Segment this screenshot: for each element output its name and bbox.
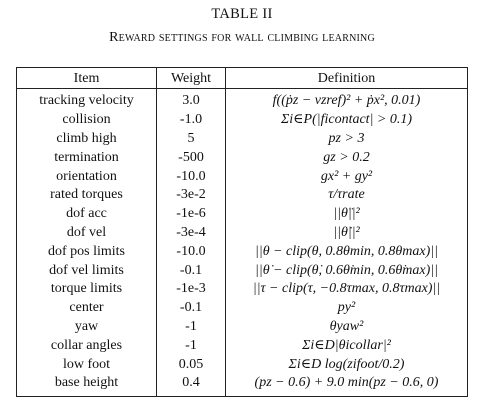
weight-cell: 5 [157,130,226,149]
definition-cell: pz > 3 [226,130,468,149]
definition-cell: ||θ̈||² [226,205,468,224]
definition-cell: τ/τrate [226,186,468,205]
weight-cell: -3e-2 [157,186,226,205]
table-row [17,355,468,374]
table-row [17,148,468,167]
item-cell: torque limits [17,280,157,299]
item-cell: termination [17,148,157,167]
definition-cell: (pz − 0.6) + 9.0 min(pz − 0.6, 0) [226,374,468,396]
table-row [17,130,468,149]
table-row [17,299,468,318]
table-row [17,336,468,355]
weight-cell: -1 [157,318,226,337]
weight-cell: -1e-3 [157,280,226,299]
item-cell: dof acc [17,205,157,224]
definition-cell: ||θ − clip(θ, 0.8θmin, 0.8θmax)|| [226,242,468,261]
weight-cell: -1.0 [157,111,226,130]
definition-cell: Σi∈P(|ficontact| > 0.1) [226,111,468,130]
table-row [17,111,468,130]
item-cell: orientation [17,167,157,186]
table-row [17,374,468,396]
definition-cell: py² [226,299,468,318]
item-cell: collision [17,111,157,130]
definition-cell: θyaw² [226,318,468,337]
weight-cell: -10.0 [157,242,226,261]
weight-cell: -1e-6 [157,205,226,224]
table-row [17,261,468,280]
item-cell: rated torques [17,186,157,205]
weight-cell: -0.1 [157,261,226,280]
item-cell: yaw [17,318,157,337]
definition-cell: ||θ̇ − clip(θ̇, 0.6θ̇min, 0.6θ̇max)|| [226,261,468,280]
item-cell: collar angles [17,336,157,355]
weight-cell: 3.0 [157,89,226,111]
table-row [17,318,468,337]
item-cell: base height [17,374,157,396]
weight-cell: 0.05 [157,355,226,374]
definition-cell: Σi∈D|θicollar|² [226,336,468,355]
definition-cell: ||θ̇||² [226,224,468,243]
definition-cell: gx² + gy² [226,167,468,186]
item-cell: dof pos limits [17,242,157,261]
definition-cell: ||τ − clip(τ, −0.8τmax, 0.8τmax)|| [226,280,468,299]
item-cell: dof vel [17,224,157,243]
weight-cell: -0.1 [157,299,226,318]
column-header-weight: Weight [157,68,226,89]
table-row [17,167,468,186]
table-row [17,224,468,243]
table-row [17,186,468,205]
table-row [17,242,468,261]
item-cell: dof vel limits [17,261,157,280]
table-row [17,89,468,111]
weight-cell: -1 [157,336,226,355]
item-cell: low foot [17,355,157,374]
item-cell: center [17,299,157,318]
table-number: TABLE II [211,6,273,22]
weight-cell: 0.4 [157,374,226,396]
definition-cell: Σi∈D log(zifoot/0.2) [226,355,468,374]
column-header-item: Item [17,68,157,89]
table-caption: Reward settings for wall climbing learning [109,30,375,45]
definition-cell: gz > 0.2 [226,148,468,167]
weight-cell: -10.0 [157,167,226,186]
weight-cell: -3e-4 [157,224,226,243]
item-cell: tracking velocity [17,89,157,111]
column-header-definition: Definition [226,68,468,89]
reward-table [16,67,468,397]
weight-cell: -500 [157,148,226,167]
table-row [17,205,468,224]
definition-cell: f((ṗz − vzref)² + ṗx², 0.01) [226,89,468,111]
table-row [17,280,468,299]
header-row [17,68,468,89]
item-cell: climb high [17,130,157,149]
